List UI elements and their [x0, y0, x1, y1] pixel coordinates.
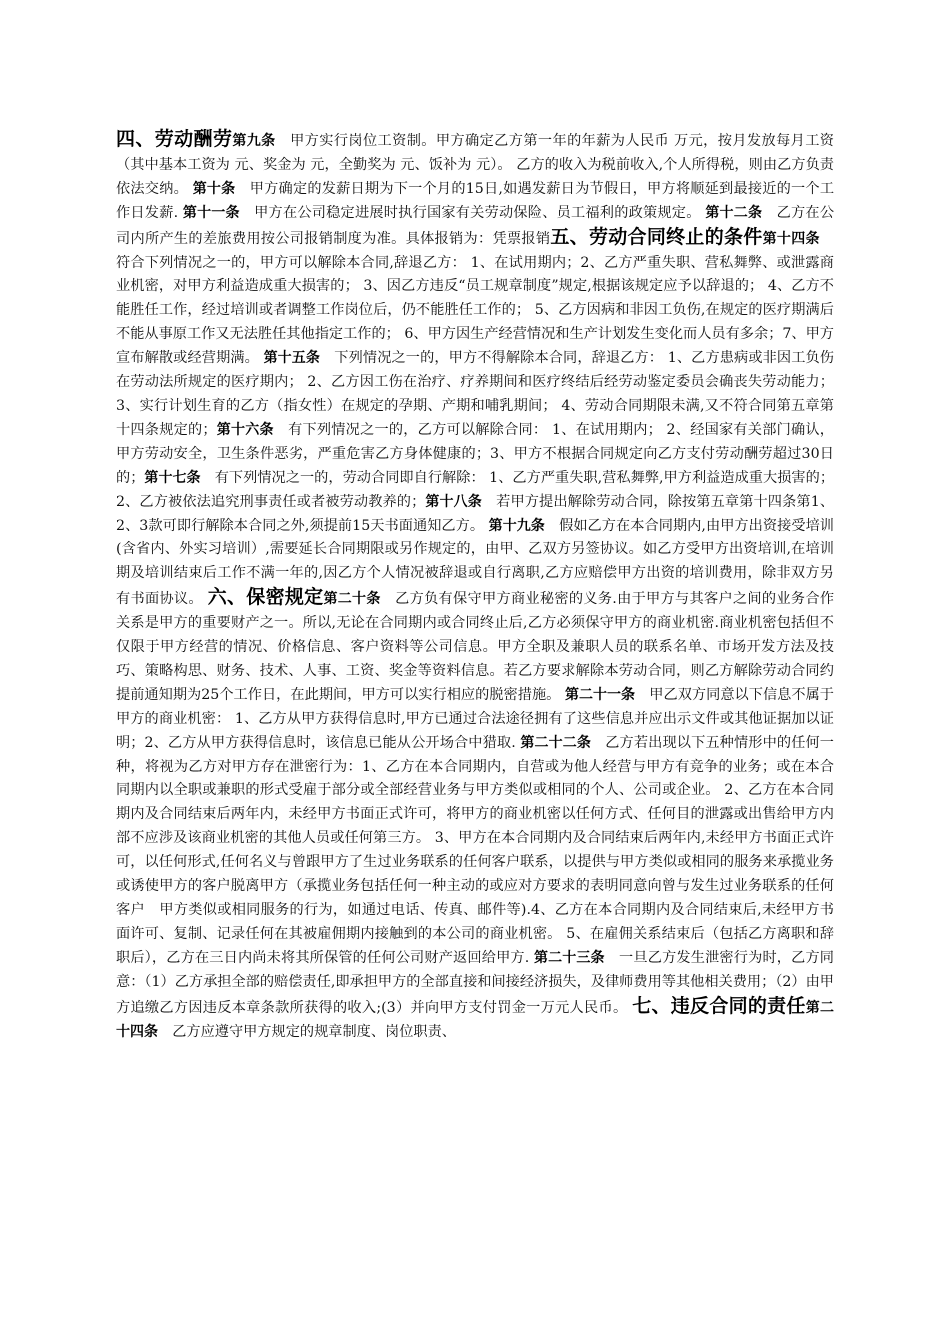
- article-20-label: 第二十条: [323, 591, 381, 608]
- section-heading-remuneration: 四、劳动酬劳: [116, 128, 233, 150]
- article-15-label: 第十五条: [263, 350, 321, 367]
- article-10-text: 甲方确定的发薪日期为下一个月的15日,如遇发薪日为节假日，甲方将顺延到最接近的一个工作日发薪.: [116, 180, 835, 221]
- article-23-text: 一旦乙方发生泄密行为时，乙方同意：（1）乙方承担全部的赔偿责任,即承担甲方的全部直接和间接经济损失，及律师费用等其他相关费用；（2）由甲方追缴乙方因违反本章条款所获得的收入;(3）并向甲方支付罚金一万元人民币。: [116, 949, 834, 1016]
- document-page: [116, 128, 834, 1044]
- article-17-label: 第十七条: [144, 469, 201, 486]
- article-22-label: 第二十二条: [520, 734, 591, 751]
- article-16-label: 第十六条: [216, 421, 274, 438]
- article-18-text: 若甲方提出解除劳动合同，除按第五章第十四条第1、2、3款可即行解除本合同之外,须提前15天书面通知乙方。: [116, 493, 835, 534]
- section-heading-termination: 五、劳动合同终止的条件: [550, 225, 763, 248]
- article-11-text: 甲方在公司稳定进展时执行国家有关劳动保险、员工福利的政策规定。: [239, 204, 706, 221]
- article-9-text: 甲方实行岗位工资制。甲方确定乙方第一年的年薪为人民币 万元，按月发放每月工资（其中基本工资为 元、奖金为 元，全勤奖为 元、饭补为 元）。 乙方的收入为税前收入,个人所得税，则由乙方负责依法交纳。: [116, 133, 834, 197]
- article-18-label: 第十八条: [425, 493, 482, 510]
- section-heading-confidentiality: 六、保密规定: [207, 586, 324, 609]
- article-22-text: 乙方若出现以下五种情形中的任何一种，将视为乙方对甲方存在泄密行为：1、乙方在本合同期内，自营或为他人经营与甲方有竞争的业务；或在本合同期内以全职或兼职的形式受雇于部分或全部经营业务与甲方类似或相同的个人、公司或企业。 2、乙方在本合同期内及合同结束后两年内，未经甲方书面正式许可，将甲方的商业机密以任何方式、任何目的泄露或出售给甲方内部不应涉及该商业机密的其他人员或任何第三方。 3、甲方在本合同期内及合同结束后两年内,未经甲方书面正式许可，以任何形式,任何名义与曾跟甲方了生过业务联系的任何客户联系，以提供与甲方类似或相同的服务来承揽业务或诱使甲方的客户脱离甲方（承揽业务包括任何一种主动的或应对方要求的表明同意向曾与发生过业务联系的任何客户 甲方类似或相同服务的行为，如通过电话、传真、邮件等).4、乙方在本合同期内及合同结束后,未经甲方书面许可、复制、记录任何在其被雇佣期内接触到的本公司的商业机密。 5、在雇佣关系结束后（包括乙方离职和辞职后），乙方在三日内尚未将其所保管的任何公司财产返回给甲方.: [116, 734, 834, 966]
- article-21-label: 第二十一条: [564, 686, 636, 703]
- article-16-text: 有下列情况之一的，乙方可以解除合同： 1、在试用期内； 2、经国家有关部门确认，甲方劳动安全，卫生条件恶劣，严重危害乙方身体健康的；3、甲方不根据合同规定向乙方支付劳动酬劳超过30日的；: [116, 421, 834, 486]
- article-23-label: 第二十三条: [533, 949, 605, 966]
- article-24-label: 第二十四条: [116, 999, 834, 1040]
- section-heading-breach-liability: 七、违反合同的责任: [632, 994, 806, 1017]
- article-20-text: 乙方负有保守甲方商业秘密的义务.由于甲方与其客户之间的业务合作关系是甲方的重要财产之一。所以,无论在合同期内或合同终止后,乙方必须保守甲方的商业机密.商业机密包括但不仅限于甲方经营的情况、价格信息、客户资料等公司信息。甲方全职及兼职人员的联系名单、市场开发方法及技巧、策略构思、财务、技术、人事、工资、奖金等资料信息。若乙方要求解除本劳动合同，则乙方解除劳动合同约提前通知期为25个工作日，在此期间，甲方可以实行相应的脱密措施。: [116, 591, 835, 703]
- article-19-label: 第十九条: [488, 517, 545, 534]
- article-17-text: 有下列情况之一的，劳动合同即自行解除： 1、乙方严重失职,营私舞弊,甲方利益造成重大损害的； 2、乙方被依法追究刑事责任或者被劳动教养的；: [116, 469, 835, 510]
- article-24-text: 乙方应遵守甲方规定的规章制度、岗位职责、: [158, 1023, 456, 1040]
- article-10-label: 第十条: [192, 180, 236, 197]
- article-12-text: 乙方在公司内所产生的差旅费用按公司报销制度为准。具体报销为：凭票报销: [116, 204, 835, 247]
- article-9-label: 第九条: [232, 133, 276, 149]
- contract-body: [116, 128, 834, 1044]
- article-19-text: 假如乙方在本合同期内,由甲方出资接受培训(含省内、外实习培训）,需要延长合同期限或另作规定的，由甲、乙双方另签协议。如乙方受甲方出资培训,在培训期及培训结束后工作不满一年的,因乙方个人情况被辞退或自行离职,乙方应赔偿甲方出资的培训费用，除非双方另有书面协议。: [116, 517, 834, 608]
- article-12-label: 第十二条: [705, 204, 763, 221]
- article-15-text: 下列情况之一的，甲方不得解除本合同，辞退乙方： 1、乙方患病或非因工负伤在劳动法所规定的医疗期内； 2、乙方因工伤在治疗、疗养期间和医疗终结后经劳动鉴定委员会确丧失劳动能力； 3、实行计划生育的乙方（指女性）在规定的孕期、产期和哺乳期间； 4、劳动合同期限未满,又不符合同第五章第十四条规定的；: [116, 350, 834, 438]
- article-11-label: 第十一条: [182, 204, 240, 221]
- article-21-text: 甲乙双方同意以下信息不属于甲方的商业机密： 1、乙方从甲方获得信息时,甲方已通过合法途径拥有了这些信息并应出示文件或其他证据加以证明；2、乙方从甲方获得信息时，该信息已能从公开场合中猎取.: [116, 686, 834, 751]
- article-14-text: 符合下列情况之一的，甲方可以解除本合同,辞退乙方： 1、在试用期内；2、乙方严重失职、营私舞弊、或泄露商业机密，对甲方利益造成重大损害的； 3、因乙方违反“员工规章制度”规定,根据该规定应予以辞退的； 4、乙方不能胜任工作，经过培训或者调整工作岗位后，仍不能胜任工作的； 5、乙方因病和非因工负伤,在规定的医疗期满后不能从事原工作又无法胜任其他指定工作的； 6、甲方因生产经营情况和生产计划发生变化而人员有多余；7、甲方宣布解散或经营期满。: [116, 230, 834, 367]
- article-14-label: 第十四条: [762, 230, 820, 247]
